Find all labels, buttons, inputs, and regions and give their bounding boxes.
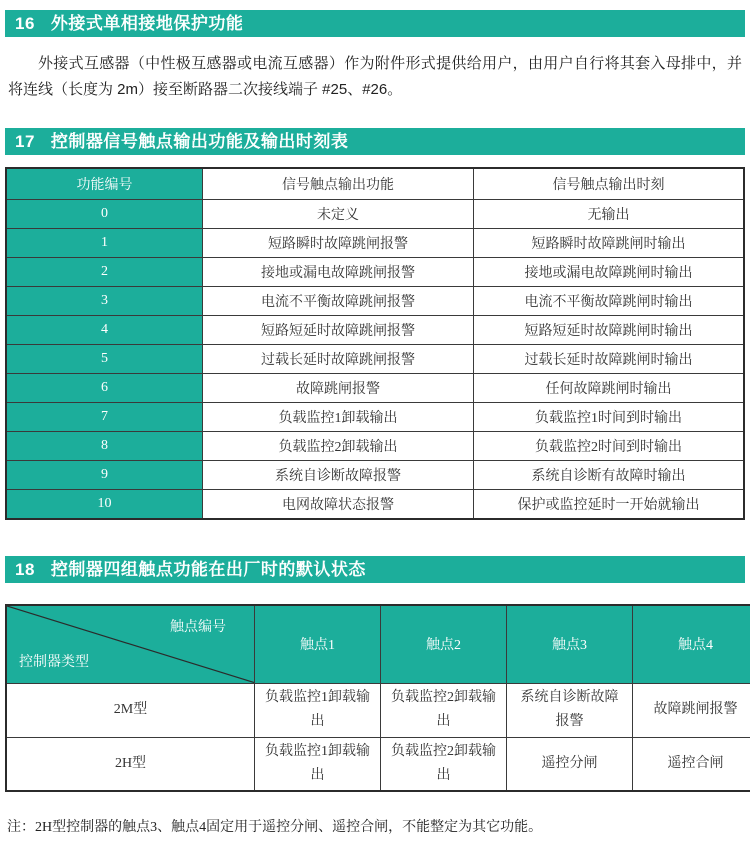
table-cell: 短路瞬时故障跳闸时输出 xyxy=(474,229,745,258)
section-18-title: 控制器四组触点功能在出厂时的默认状态 xyxy=(51,560,366,579)
table-cell: 遥控分闸 xyxy=(507,737,633,791)
table-cell: 负载监控1时间到时输出 xyxy=(474,403,745,432)
table-cell: 无输出 xyxy=(474,200,745,229)
table-cell: 保护或监控延时一开始就输出 xyxy=(474,490,745,520)
row-key-cell: 5 xyxy=(6,345,203,374)
row-key-cell: 2H型 xyxy=(6,737,255,791)
table-cell: 负载监控1卸载输出 xyxy=(255,683,381,737)
table-row xyxy=(6,287,744,316)
table-cell: 负载监控2卸载输出 xyxy=(381,737,507,791)
row-key-cell: 3 xyxy=(6,287,203,316)
table-cell: 接地或漏电故障跳闸时输出 xyxy=(474,258,745,287)
table-cell: 负载监控1卸载输出 xyxy=(203,403,474,432)
section-17-title: 控制器信号触点输出功能及输出时刻表 xyxy=(51,132,349,151)
row-key-cell: 10 xyxy=(6,490,203,520)
table-row xyxy=(6,316,744,345)
row-key-cell: 4 xyxy=(6,316,203,345)
section-16-paragraph: 外接式互感器（中性极互感器或电流互感器）作为附件形式提供给用户，由用户自行将其套入母排中，并将连线（长度为 2m）接至断路器二次接线端子 #25、#26。 xyxy=(8,51,742,103)
table-cell: 遥控合闸 xyxy=(633,737,750,791)
row-key-cell: 6 xyxy=(6,374,203,403)
table-cell: 过载长延时故障跳闸时输出 xyxy=(474,345,745,374)
table-cell: 接地或漏电故障跳闸报警 xyxy=(203,258,474,287)
table-row xyxy=(6,461,744,490)
row-key-cell: 9 xyxy=(6,461,203,490)
table-cell: 过载长延时故障跳闸报警 xyxy=(203,345,474,374)
table-row xyxy=(6,345,744,374)
row-key-cell: 2M型 xyxy=(6,683,255,737)
table-cell: 负载监控2时间到时输出 xyxy=(474,432,745,461)
corner-label-controller-type: 控制器类型 xyxy=(19,651,89,671)
section-17-number: 17 xyxy=(15,132,35,151)
row-key-cell: 7 xyxy=(6,403,203,432)
signal-contact-output-table xyxy=(5,167,745,520)
section-16-title: 外接式单相接地保护功能 xyxy=(51,14,244,33)
section-17-header xyxy=(5,128,745,155)
table-cell: 短路短延时故障跳闸报警 xyxy=(203,316,474,345)
signal-table-header xyxy=(6,168,744,200)
header-contact-2: 触点2 xyxy=(381,605,507,683)
table-cell: 电网故障状态报警 xyxy=(203,490,474,520)
table-row xyxy=(6,403,744,432)
header-output-time: 信号触点输出时刻 xyxy=(474,168,745,200)
section-16-number: 16 xyxy=(15,14,35,33)
section-16-header xyxy=(5,10,745,37)
table-cell: 负载监控2卸载输出 xyxy=(203,432,474,461)
table-cell: 系统自诊断故障报警 xyxy=(203,461,474,490)
signal-table-body xyxy=(6,200,744,520)
section-18-header xyxy=(5,556,745,583)
section-18-number: 18 xyxy=(15,560,35,579)
corner-label-contact-number: 触点编号 xyxy=(170,616,226,636)
table-row xyxy=(6,737,750,791)
table-row xyxy=(6,229,744,258)
row-key-cell: 2 xyxy=(6,258,203,287)
row-key-cell: 8 xyxy=(6,432,203,461)
table-cell: 电流不平衡故障跳闸报警 xyxy=(203,287,474,316)
table-cell: 负载监控1卸载输出 xyxy=(255,737,381,791)
footnote: 注：2H型控制器的触点3、触点4固定用于遥控分闸、遥控合闸，不能整定为其它功能。 xyxy=(7,816,745,836)
header-function-number: 功能编号 xyxy=(6,168,203,200)
table-cell: 电流不平衡故障跳闸时输出 xyxy=(474,287,745,316)
table-row xyxy=(6,200,744,229)
table-cell: 短路瞬时故障跳闸报警 xyxy=(203,229,474,258)
table-cell: 故障跳闸报警 xyxy=(633,683,750,737)
default-contact-state-table xyxy=(5,604,750,792)
diagonal-corner-cell xyxy=(6,605,255,683)
table-cell: 未定义 xyxy=(203,200,474,229)
table-cell: 任何故障跳闸时输出 xyxy=(474,374,745,403)
table-row xyxy=(6,258,744,287)
table-cell: 短路短延时故障跳闸时输出 xyxy=(474,316,745,345)
header-contact-3: 触点3 xyxy=(507,605,633,683)
table-cell: 故障跳闸报警 xyxy=(203,374,474,403)
header-output-function: 信号触点输出功能 xyxy=(203,168,474,200)
table-cell: 负载监控2卸载输出 xyxy=(381,683,507,737)
row-key-cell: 1 xyxy=(6,229,203,258)
table-header-row xyxy=(6,605,750,683)
table-row xyxy=(6,374,744,403)
table-row xyxy=(6,683,750,737)
table-cell: 系统自诊断故障报警 xyxy=(507,683,633,737)
contacts-table-header xyxy=(6,605,750,683)
table-header-row xyxy=(6,168,744,200)
header-contact-1: 触点1 xyxy=(255,605,381,683)
table-row xyxy=(6,432,744,461)
table-cell: 系统自诊断有故障时输出 xyxy=(474,461,745,490)
table-row xyxy=(6,490,744,520)
row-key-cell: 0 xyxy=(6,200,203,229)
header-contact-4: 触点4 xyxy=(633,605,750,683)
contacts-table-body xyxy=(6,683,750,791)
